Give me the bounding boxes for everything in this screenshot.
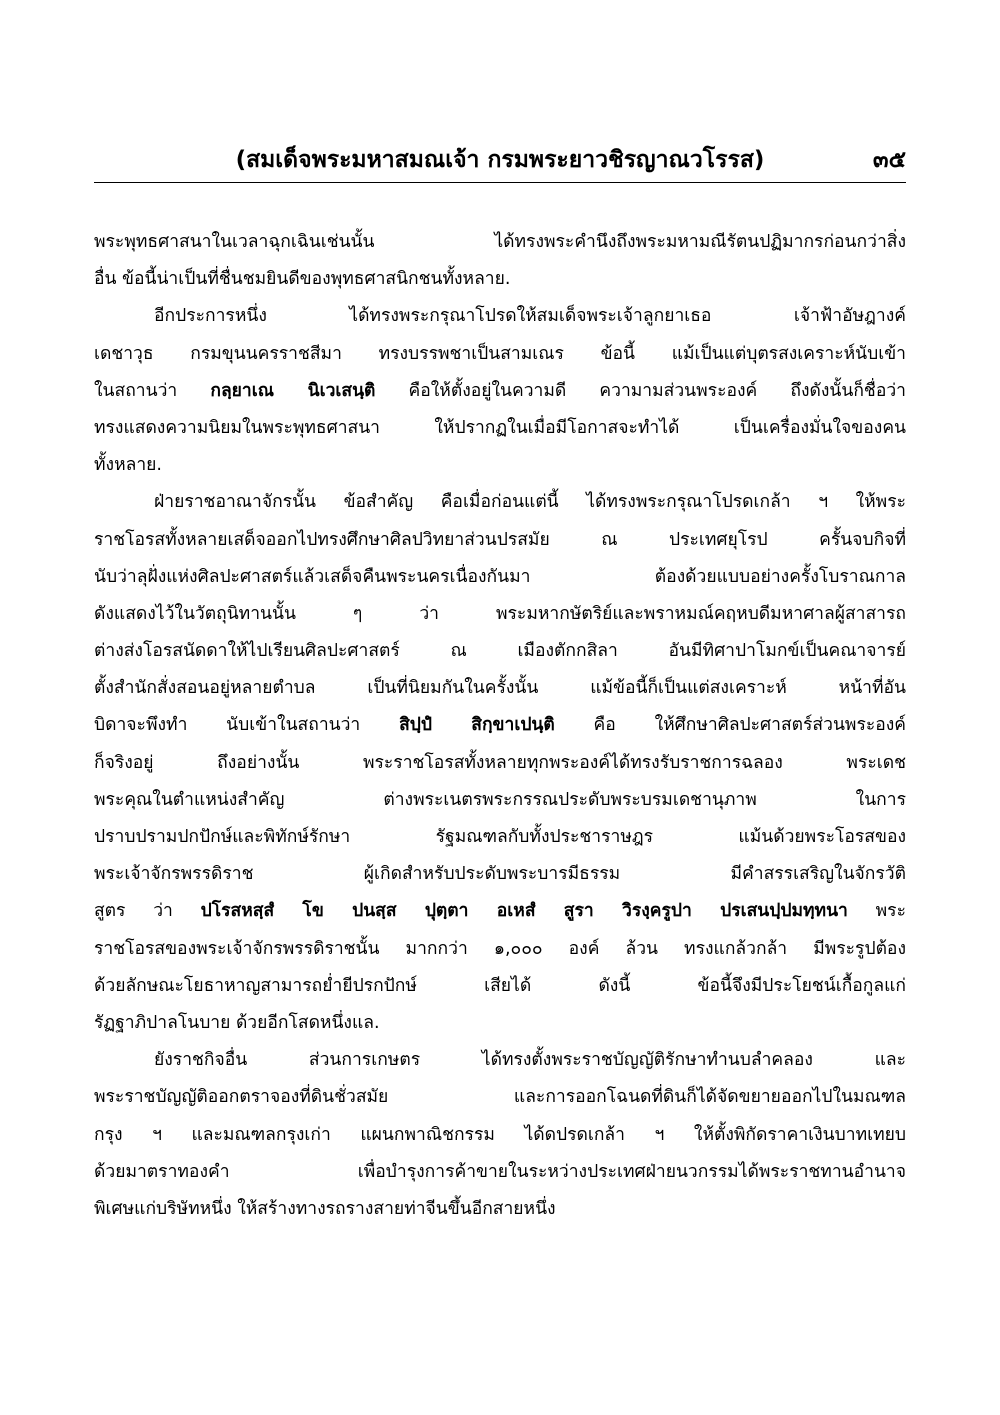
text-run: ก็จริงอยู่ ถึงอย่างนั้น พระราชโอรสทั้งหลายทุกพระองค์ได้ทรงรับราชการฉลอง พระเดช	[94, 752, 906, 773]
text-line	[94, 447, 906, 484]
body-text	[94, 224, 906, 1228]
text-run: ด้วยมาตราทองคำ เพื่อบำรุงการค้าขายในระหว่างประเทศฝ่ายนวกรรมได้พระราชทานอำนาจ	[94, 1161, 906, 1182]
text-run: ในสถานว่า	[94, 380, 211, 401]
text-run: ต่างส่งโอรสนัดดาให้ไปเรียนศิลปะศาสตร์ ณ เมืองตักกสิลา อันมีทิศาปาโมกข์เป็นคณาจารย์	[94, 641, 906, 662]
text-line	[94, 559, 906, 596]
text-run: พระคุณในตำแหน่งสำคัญ ต่างพระเนตรพระกรรณประดับพระบรมเดชานุภาพ ในการ	[94, 789, 906, 810]
text-line	[94, 633, 906, 670]
text-line	[94, 893, 906, 930]
text-line	[94, 1042, 906, 1079]
text-run: ปราบปรามปกปักษ์และพิทักษ์รักษา รัฐมณฑลกับทั้งประชาราษฎร แม้นด้วยพระโอรสของ	[94, 827, 906, 847]
text-run: ยังราชกิจอื่น ส่วนการเกษตร ได้ทรงตั้งพระราชบัญญัติรักษาทำนบลำคลอง และ	[154, 1050, 906, 1071]
text-run: ตั้งสำนักสั่งสอนอยู่หลายตำบล เป็นที่นิยมกันในครั้งนั้น แม้ข้อนี้ก็เป็นแต่สงเคราะห์ หน้าที่อัน	[94, 678, 906, 699]
text-line	[94, 484, 906, 521]
pali-phrase: กลฺยาเณ นิเวเสนฺติ	[210, 380, 376, 401]
header-divider	[94, 182, 906, 183]
text-run: ด้วยลักษณะโยธาหาญสามารถย่ำยีปรกปักษ์ เสียได้ ดังนี้ ข้อนี้จึงมีประโยชน์เกื้อกูลแก่	[94, 975, 906, 996]
text-run: รัฏฐาภิปาลโนบาย ด้วยอีกโสดหนึ่งแล.	[94, 1012, 380, 1033]
text-run: ราชโอรสของพระเจ้าจักรพรรดิราชนั้น มากกว่า ๑,๐๐๐ องค์ ล้วน ทรงแกล้วกล้า มีพระรูปต้อง	[94, 938, 906, 959]
text-line	[94, 261, 906, 298]
page-number: ๓๕	[872, 147, 906, 173]
text-run: อีกประการหนึ่ง ได้ทรงพระกรุณาโปรดให้สมเด็จพระเจ้าลูกยาเธอ เจ้าฟ้าอัษฎางค์	[154, 306, 906, 327]
text-line	[94, 224, 906, 261]
pali-phrase: สิปฺปํ สิกฺขาเปนฺติ	[399, 715, 555, 736]
text-run: กรุง ฯ และมณฑลกรุงเก่า แผนกพาณิชกรรม ได้ดปรดเกล้า ฯ ให้ตั้งพิกัดราคาเงินบาทเทยบ	[94, 1124, 906, 1145]
text-run: ทั้งหลาย.	[94, 455, 162, 476]
text-run: สูตร ว่า	[94, 901, 201, 922]
text-line	[94, 819, 906, 856]
text-line	[94, 1117, 906, 1154]
text-run: พระพุทธศาสนาในเวลาฉุกเฉินเช่นนั้น ได้ทรงพระคำนึงถึงพระมหามณีรัตนปฏิมากรก่อนกว่าสิ่ง	[94, 232, 906, 252]
text-run: พระเจ้าจักรพรรดิราช ผู้เกิดสำหรับประดับพระบารมีธรรม มีคำสรรเสริญในจักรวัติ	[94, 864, 906, 885]
text-line	[94, 782, 906, 819]
text-line	[94, 410, 906, 447]
text-run: เดชาวุธ กรมขุนนครราชสีมา ทรงบรรพชาเป็นสามเณร ข้อนี้ แม้เป็นแต่บุตรสงเคราะห์นับเข้า	[94, 343, 906, 364]
text-run: ราชโอรสทั้งหลายเสด็จออกไปทรงศึกษาศิลปวิทยาส่วนปรสมัย ณ ประเทศยุโรป ครั้นจบกิจที่	[94, 529, 906, 550]
text-line	[94, 596, 906, 633]
text-line	[94, 707, 906, 744]
text-line	[94, 745, 906, 782]
text-line	[94, 1154, 906, 1191]
page-header	[94, 140, 906, 182]
text-run: ฝ่ายราชอาณาจักรนั้น ข้อสำคัญ คือเมื่อก่อนแต่นี้ ได้ทรงพระกรุณาโปรดเกล้า ฯ ให้พระ	[154, 492, 906, 513]
text-run: ดังแสดงไว้ในวัตถุนิทานนั้น ๆ ว่า พระมหากษัตริย์และพราหมณ์คฤหบดีมหาศาลผู้สาสารถ	[94, 603, 906, 624]
text-line	[94, 856, 906, 893]
text-run: คือ ให้ศึกษาศิลปะศาสตร์ส่วนพระองค์	[554, 715, 906, 736]
text-line	[94, 1191, 906, 1228]
text-run: อื่น ข้อนี้น่าเป็นที่ชื่นชมยินดีของพุทธศาสนิกชนทั้งหลาย.	[94, 269, 511, 290]
text-line	[94, 670, 906, 707]
text-run: พระราชบัญญัติออกตราจองที่ดินชั่วสมัย และการออกโฉนดที่ดินก็ได้จัดขยายออกไปในมณฑล	[94, 1087, 906, 1108]
text-line	[94, 373, 906, 410]
text-line	[94, 968, 906, 1005]
pali-phrase: ปโรสหสฺสํ โข ปนสฺส ปุตฺตา อเหสํ สูรา วิรงฺครูปา ปรเสนปฺปมทฺทนา	[200, 901, 848, 922]
text-run: พิเศษแก่บริษัทหนึ่ง ให้สร้างทางรถรางสายท่าจีนขึ้นอีกสายหนึ่ง	[94, 1198, 556, 1219]
text-run: ทรงแสดงความนิยมในพระพุทธศาสนา ให้ปรากฏในเมื่อมีโอกาสจะทำได้ เป็นเครื่องมั่นใจของคน	[94, 417, 906, 438]
text-run: นับว่าลุฝั่งแห่งศิลปะศาสตร์แล้วเสด็จคืนพระนครเนื่องกันมา ต้องด้วยแบบอย่างครั้งโบราณกาล	[94, 566, 906, 587]
text-run: พระ	[847, 901, 906, 922]
text-line	[94, 931, 906, 968]
text-line	[94, 298, 906, 335]
text-run: บิดาจะพึงทำ นับเข้าในสถานว่า	[94, 715, 400, 736]
text-line	[94, 1005, 906, 1042]
text-run: คือให้ตั้งอยู่ในความดี ความามส่วนพระองค์ ถึงดังนั้นก็ชื่อว่า	[375, 380, 906, 401]
page-title: (สมเด็จพระมหาสมณเจ้า กรมพระยาวชิรญาณวโรรส)	[235, 147, 765, 173]
text-line	[94, 336, 906, 373]
text-line	[94, 1079, 906, 1116]
text-line	[94, 522, 906, 559]
